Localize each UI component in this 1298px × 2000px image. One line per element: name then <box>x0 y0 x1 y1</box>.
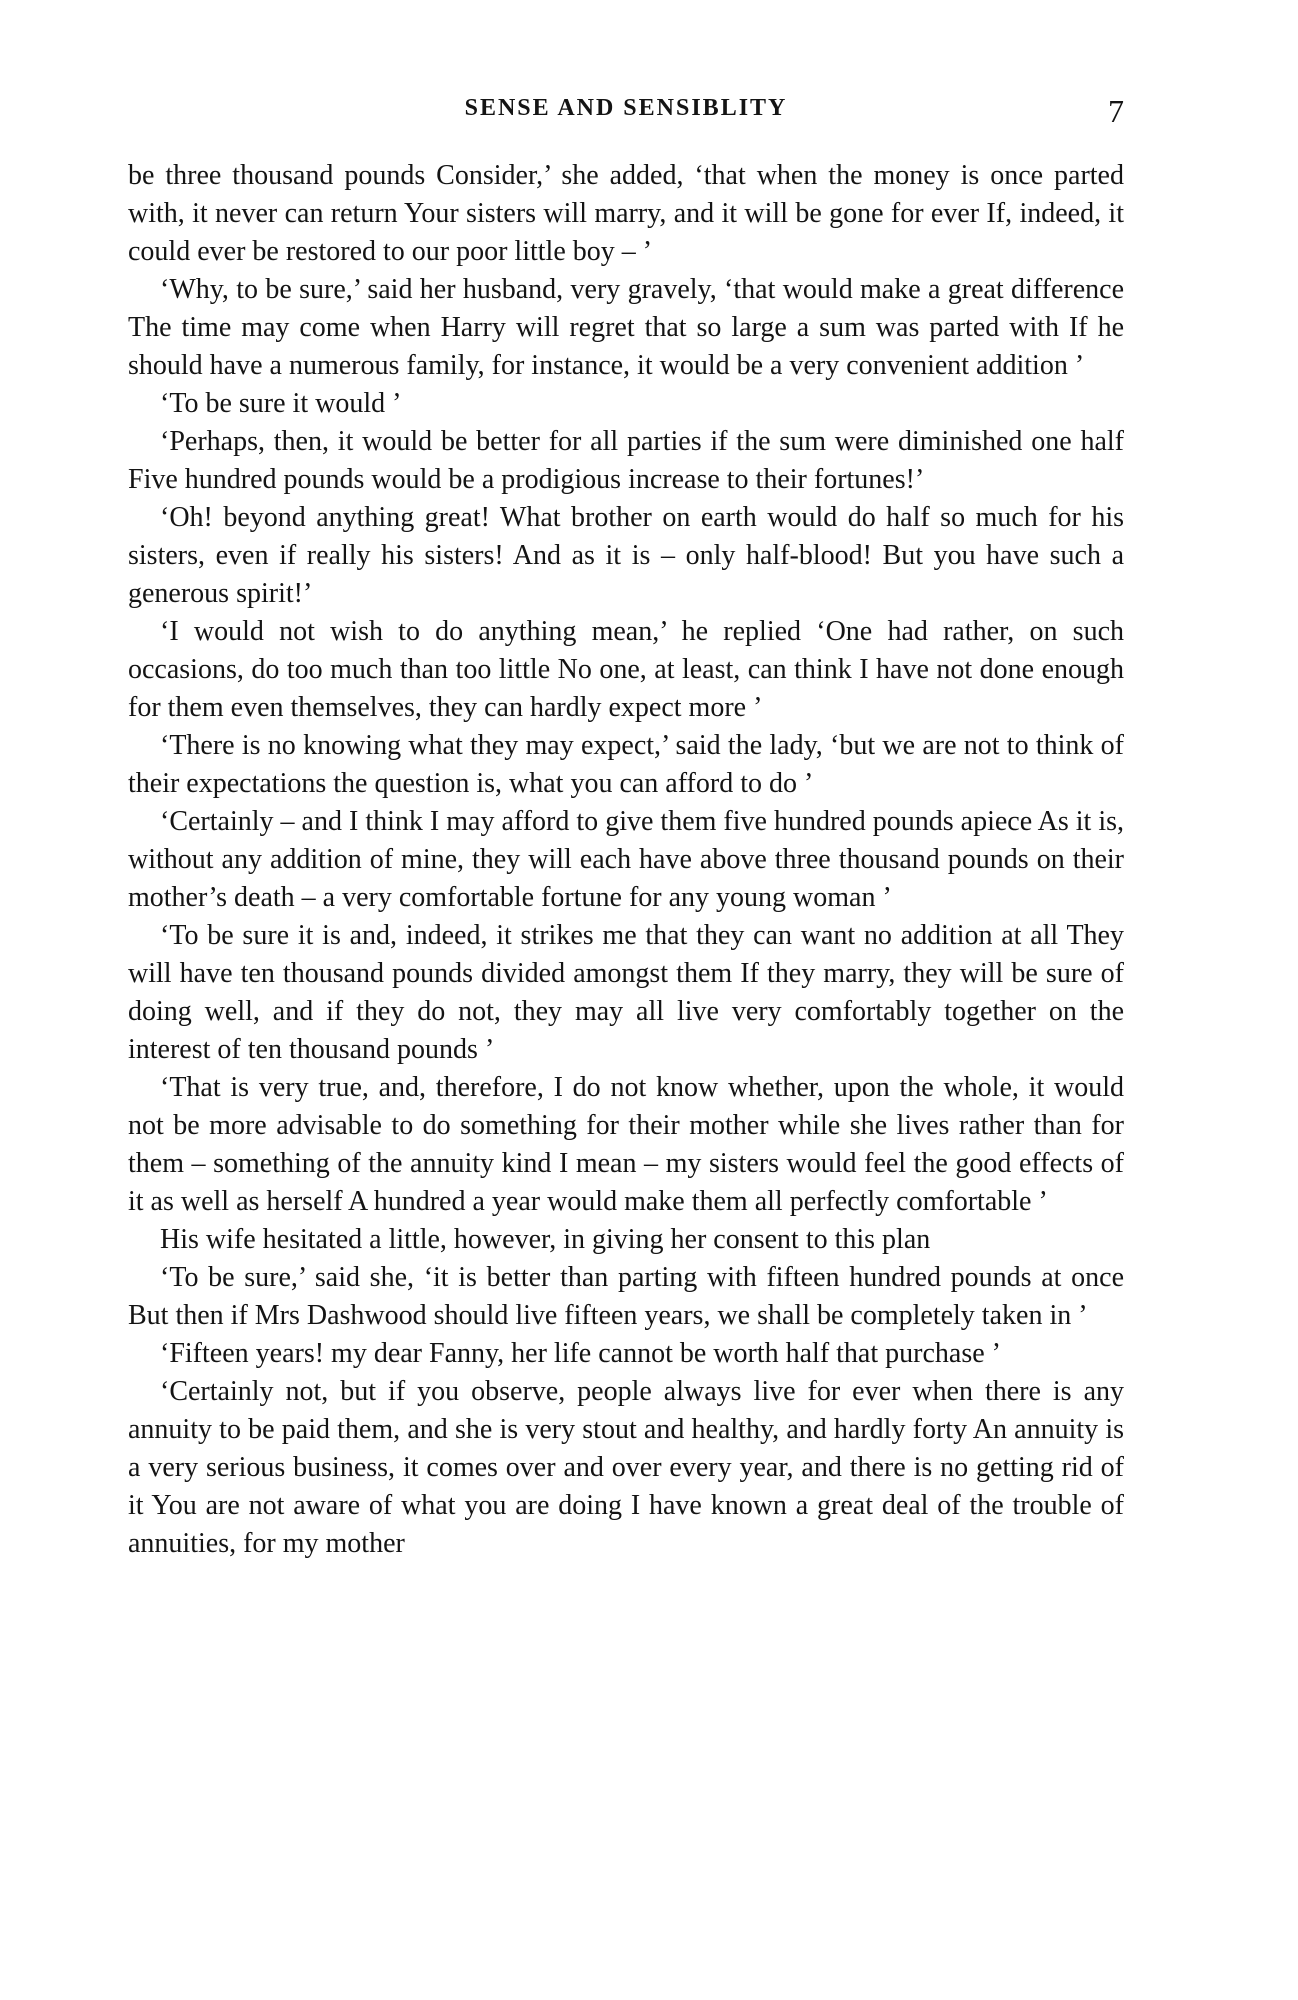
paragraph: ‘There is no knowing what they may expect,’ said the lady, ‘but we are not to think of their expectations the question is, what you can afford to do ’ <box>128 730 1124 799</box>
body-text <box>128 157 1124 1563</box>
paragraph: ‘To be sure it would ’ <box>160 388 402 419</box>
paragraph: ‘That is very true, and, therefore, I do not know whether, upon the whole, it would not be more advisable to do something for their mother while she lives rather than for them – something of the annuity kind I mean – my sisters would feel the good effects of it as well as herself A hundred a year would make them all perfectly comfortable ’ <box>128 1072 1124 1217</box>
paragraph: be three thousand pounds Consider,’ she added, ‘that when the money is once parted with, it never can return Your sisters will marry, and it will be gone for ever If, indeed, it could ever be restored to our poor little boy – ’ <box>128 160 1124 267</box>
paragraph: His wife hesitated a little, however, in giving her consent to this plan <box>160 1224 931 1255</box>
paragraph: ‘Fifteen years! my dear Fanny, her life cannot be worth half that purchase ’ <box>160 1338 1001 1369</box>
running-head <box>128 95 1124 135</box>
paragraph: ‘Perhaps, then, it would be better for all parties if the sum were diminished one half Five hundred pounds would be a prodigious increase to their fortunes!’ <box>128 426 1124 495</box>
paragraph: ‘Certainly – and I think I may afford to give them five hundred pounds apiece As it is, without any addition of mine, they will each have above three thousand pounds on their mother’s death – a very comfortable fortune for any young woman ’ <box>128 806 1124 913</box>
paragraph: ‘Why, to be sure,’ said her husband, very gravely, ‘that would make a great difference The time may come when Harry will regret that so large a sum was parted with If he should have a numerous family, for instance, it would be a very convenient addition ’ <box>128 274 1124 381</box>
page-number: 7 <box>1108 93 1124 129</box>
paragraph: ‘I would not wish to do anything mean,’ he replied ‘One had rather, on such occasions, do too much than too little No one, at least, can think I have not done enough for them even themselves, they can hardly expect more ’ <box>128 616 1124 723</box>
paragraph: ‘Oh! beyond anything great! What brother on earth would do half so much for his sisters, even if really his sisters! And as it is – only half-blood! But you have such a generous spirit!’ <box>128 502 1124 609</box>
paragraph: ‘To be sure it is and, indeed, it strikes me that they can want no addition at all They will have ten thousand pounds divided amongst them If they marry, they will be sure of doing well, and if they do not, they may all live very comfortably together on the interest of ten thousand pounds ’ <box>128 920 1124 1065</box>
paragraph: ‘Certainly not, but if you observe, people always live for ever when there is any annuity to be paid them, and she is very stout and healthy, and hardly forty An annuity is a very serious business, it comes over and over every year, and there is no getting rid of it You are not aware of what you are doing I have known a great deal of the trouble of annuities, for my mother <box>128 1376 1124 1559</box>
paragraph: ‘To be sure,’ said she, ‘it is better than parting with fifteen hundred pounds at once But then if Mrs Dashwood should live fifteen years, we shall be completely taken in ’ <box>128 1262 1124 1331</box>
running-title: SENSE AND SENSIBLITY <box>464 95 788 121</box>
